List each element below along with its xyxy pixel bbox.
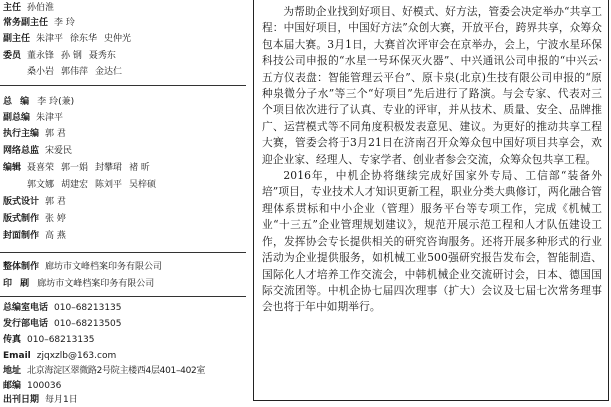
- masthead-row-email: [3, 350, 123, 363]
- masthead-label: 邮编: [3, 381, 22, 391]
- masthead-name: 廊坊市文峰档案印务有限公司: [37, 279, 155, 289]
- masthead-label: 副主任: [3, 34, 31, 44]
- masthead-name: 宋爱民: [45, 146, 73, 156]
- masthead-name: 010–68213135: [27, 335, 95, 345]
- masthead-divider: [0, 85, 246, 86]
- masthead-name: 郭一娟: [61, 163, 89, 173]
- masthead-label: 执行主编: [3, 129, 40, 139]
- masthead-name: 郭伟萍: [61, 67, 89, 77]
- masthead-label: 委员: [3, 51, 22, 61]
- masthead-label: 主任: [3, 3, 22, 13]
- masthead-name: 聂秀东: [88, 51, 116, 61]
- masthead-name: 郭 君: [45, 197, 66, 207]
- masthead-row-network-director: [3, 145, 79, 158]
- masthead-name: 朱津平: [36, 113, 64, 123]
- masthead-name: 孙伯淮: [27, 3, 55, 13]
- masthead-label: 出刊日期: [3, 395, 40, 405]
- masthead-row-layout-design: [3, 196, 73, 209]
- masthead-row-printing: [3, 278, 161, 291]
- masthead-name: 金达仁: [95, 67, 123, 77]
- masthead-name: 封攀珺: [95, 163, 123, 173]
- masthead-row-editors-cont: [27, 179, 163, 192]
- masthead-name: 010–68213505: [54, 319, 122, 329]
- masthead-label: 版式制作: [3, 214, 40, 224]
- masthead-label: 发行部电话: [3, 319, 49, 329]
- masthead-label: 副总编: [3, 113, 31, 123]
- masthead-name: 董永锋: [27, 51, 55, 61]
- masthead-row-publish-date: [3, 394, 85, 407]
- masthead-label: 网络总监: [3, 146, 40, 156]
- masthead-name: 朱津平: [36, 34, 64, 44]
- masthead-name: 吴梓硕: [129, 180, 157, 190]
- masthead-label: 传真: [3, 335, 22, 345]
- masthead-label: Email: [3, 351, 31, 361]
- article-paragraph: 为帮助企业找到好项目、好模式、好方法，管委会决定举办“共享工程：中国好项目，中国好方法”众创大赛，开放平台，跨界共享，众筹众包本届大赛。3月1日，大赛首次评审会在京举办，会上，宁波水星环保科技公司申报的“水星一号环保灭火器”、中兴通讯公司申报的“中兴云·五方仪表盘：智能管理云平台”、原卡泉(北京)生技有限公司申报的“原种泉微分子水”等三个“好项目”先后进行了路演。与会专家、代表对三个项目依次进行了认真、专业的评审，并从技术、质量、安全、品牌推广、运营模式等不同角度积极发表意见、建议。为更好的推动共享工程大赛，管委会将于3月21日在济南召开众筹众包中国好项目共享会，欢迎企业家、经理人、专家学者、创业者参会交流，众筹众包共享工程。: [262, 5, 602, 166]
- masthead-name: 廊坊市文峰档案印务有限公司: [45, 262, 163, 272]
- masthead-name: 李 玲(兼): [37, 97, 75, 107]
- masthead-row-committee-cont: [27, 66, 129, 79]
- masthead-name: 100036: [27, 381, 62, 391]
- masthead-label: 版式设计: [3, 197, 40, 207]
- masthead-name: 桑小岩: [27, 67, 55, 77]
- masthead-row-editorial-phone: [3, 302, 129, 315]
- masthead-name: 褚 昕: [129, 163, 150, 173]
- masthead-name: 胡建宏: [61, 180, 89, 190]
- masthead-row-fax: [3, 334, 102, 347]
- masthead-row-deputy-director: [3, 33, 138, 46]
- masthead-row-executive-director: [3, 17, 82, 30]
- masthead-name: 史仲光: [104, 34, 132, 44]
- masthead-row-address: [3, 365, 212, 378]
- masthead-row-editor-in-chief: [3, 96, 81, 109]
- article-box: [253, 0, 609, 401]
- masthead-label: 地址: [3, 366, 22, 376]
- article-paragraph: 2016年，中机企协将继续完成好国家外专局、工信部“装备外培”项目，专业技术人才知识更新工程，职业分类大典修订，两化融合管理体系贯标和中小企业（管理）服务平台等专项工作，完成《机械工业“十三五”企业管理规划建议》，规范开展示范工程和人才队伍建设工作，发挥协会专长提供相关的研究咨询服务。还将开展多种形式的行业活动为企业提供服务，如机械工业500强研究报告发布会，智能制造、国际化人才培养工作交流会，中韩机械企业交流研讨会，日本、德国国际交流团等。中机企协七届四次理事（扩大）会议及七届七次常务理事会也将于年中如期举行。: [262, 169, 602, 314]
- masthead-label: 总编: [3, 97, 38, 107]
- masthead-name: 陈刘平: [95, 180, 123, 190]
- masthead-name: 徐东华: [70, 34, 98, 44]
- masthead-row-distribution-phone: [3, 318, 129, 331]
- masthead-name: 张 婷: [45, 214, 66, 224]
- masthead-label: 编辑: [3, 163, 22, 173]
- masthead-divider: [0, 252, 246, 253]
- masthead-row-editors: [3, 162, 157, 175]
- masthead-divider: [0, 296, 246, 297]
- masthead-name: 010–68213135: [54, 303, 122, 313]
- masthead-name: 每月1日: [45, 395, 78, 405]
- masthead-name: 北京海淀区翠微路2号院主楼西4层401–402室: [27, 366, 206, 376]
- masthead-label: 总编室电话: [3, 303, 49, 313]
- masthead-row-overall-production: [3, 261, 169, 274]
- masthead: [0, 0, 246, 403]
- masthead-name: zjqxzlb@163.com: [36, 351, 117, 361]
- masthead-label: 整体制作: [3, 262, 40, 272]
- masthead-row-deputy-editor: [3, 112, 70, 125]
- masthead-name: 聂喜荣: [27, 163, 55, 173]
- masthead-row-cover-production: [3, 230, 73, 243]
- masthead-name: 李 玲: [54, 18, 75, 28]
- masthead-name: 孙 钢: [61, 51, 82, 61]
- masthead-label: 常务副主任: [3, 18, 49, 28]
- masthead-row-executive-editor: [3, 128, 73, 141]
- masthead-label: 封面制作: [3, 231, 40, 241]
- masthead-row-layout-production: [3, 213, 73, 226]
- masthead-row-director: [3, 2, 61, 15]
- masthead-row-postcode: [3, 380, 68, 393]
- masthead-name: 郭文娜: [27, 180, 55, 190]
- masthead-label: 印刷: [3, 279, 38, 289]
- masthead-row-committee: [3, 50, 123, 63]
- masthead-name: 高 燕: [45, 231, 66, 241]
- masthead-name: 郭 君: [45, 129, 66, 139]
